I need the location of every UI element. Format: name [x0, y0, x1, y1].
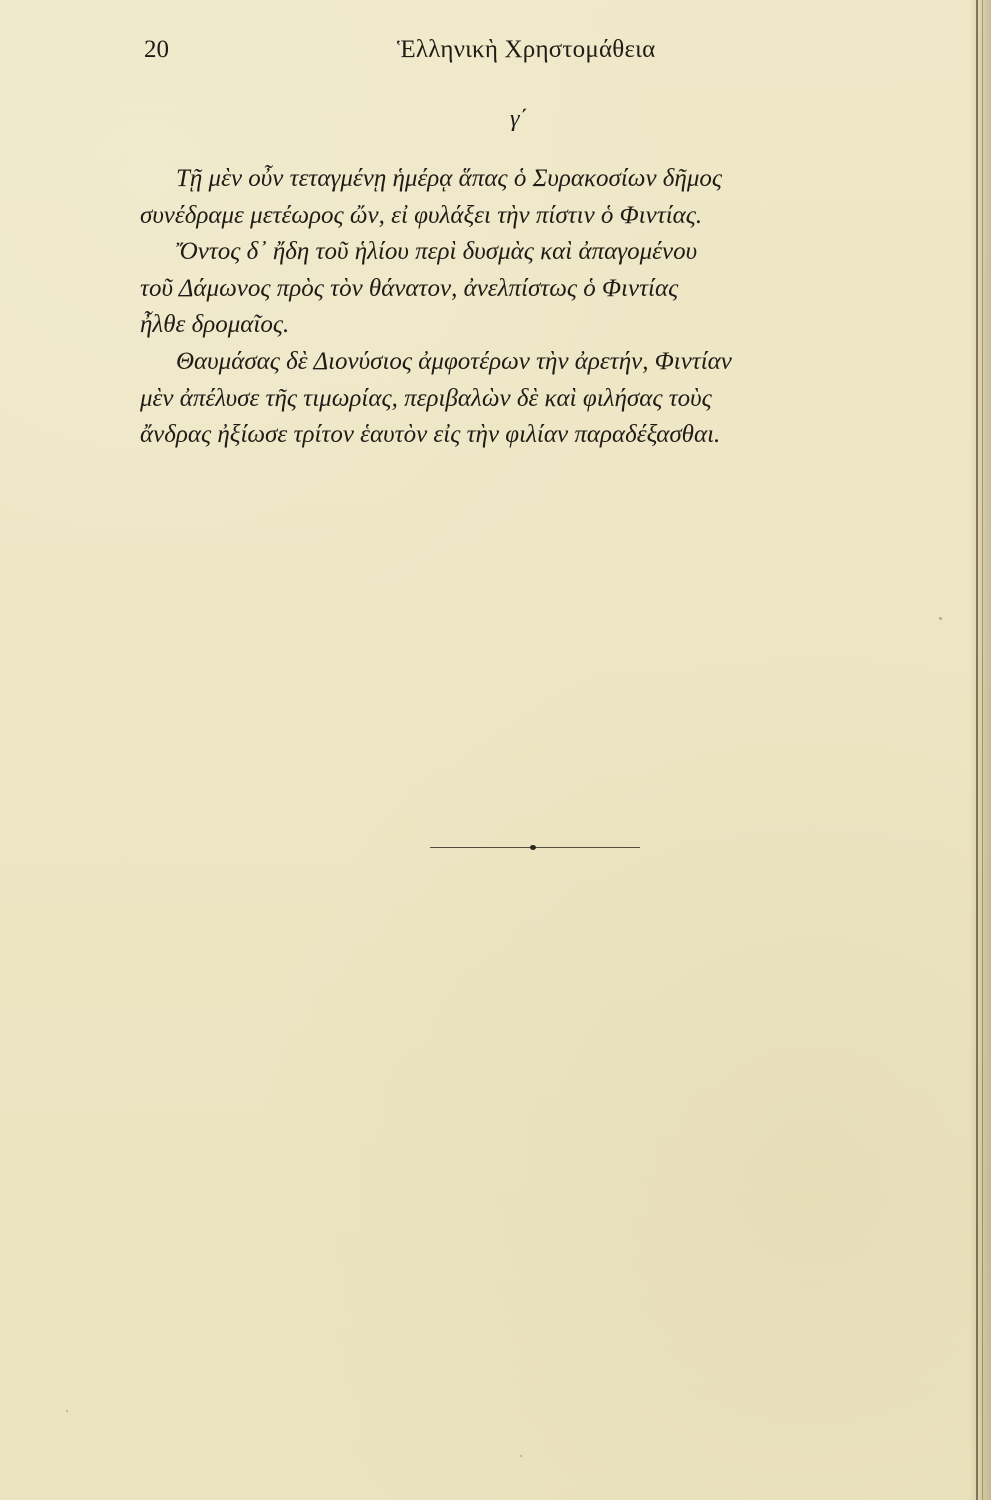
paper-speck [66, 1410, 68, 1412]
page-edge-shadow [969, 0, 991, 1500]
page-header [0, 34, 991, 70]
text-line: ἦλθε δρομαῖος. [140, 311, 290, 339]
section-divider [430, 842, 640, 852]
text-line: Θαυμάσας δὲ Διονύσιος ἀμφοτέρων τὴν ἀρετήν, Φιντίαν [176, 347, 732, 375]
main-text [140, 161, 960, 454]
section-marker: γ΄ [510, 106, 528, 132]
text-line: τοῦ Δάμωνος πρὸς τὸν θάνατον, ἀνελπίστως ὁ Φιντίας [140, 274, 679, 302]
paragraph-2 [140, 234, 960, 344]
text-line: Τῇ μὲν οὖν τεταγμένῃ ἡμέρᾳ ἅπας ὁ Συρακοσίων δῆμος [176, 165, 723, 192]
paper-speck [520, 1455, 522, 1457]
text-line: Ὄντος δ᾽ ἤδη τοῦ ἡλίου περὶ δυσμὰς καὶ ἀπαγομένου [176, 238, 698, 266]
paragraph-3 [140, 344, 960, 454]
page-edge-line-secondary [982, 0, 983, 1500]
page-number: 20 [144, 36, 169, 63]
divider-dot [530, 845, 536, 850]
text-line: ἄνδρας ἠξίωσε τρίτον ἑαυτὸν εἰς τὴν φιλίαν παραδέξασθαι. [140, 421, 721, 449]
page-edge-line [976, 0, 978, 1500]
text-line: μὲν ἀπέλυσε τῆς τιμωρίας, περιβαλὼν δὲ καὶ φιλήσας τοὺς [140, 384, 712, 412]
running-title: Ἑλληνικὴ Χρηστομάθεια [397, 36, 656, 63]
paper-speck [939, 617, 942, 620]
paragraph-1 [140, 161, 960, 234]
text-line: συνέδραμε μετέωρος ὤν, εἰ φυλάξει τὴν πίστιν ὁ Φιντίας. [140, 201, 703, 229]
